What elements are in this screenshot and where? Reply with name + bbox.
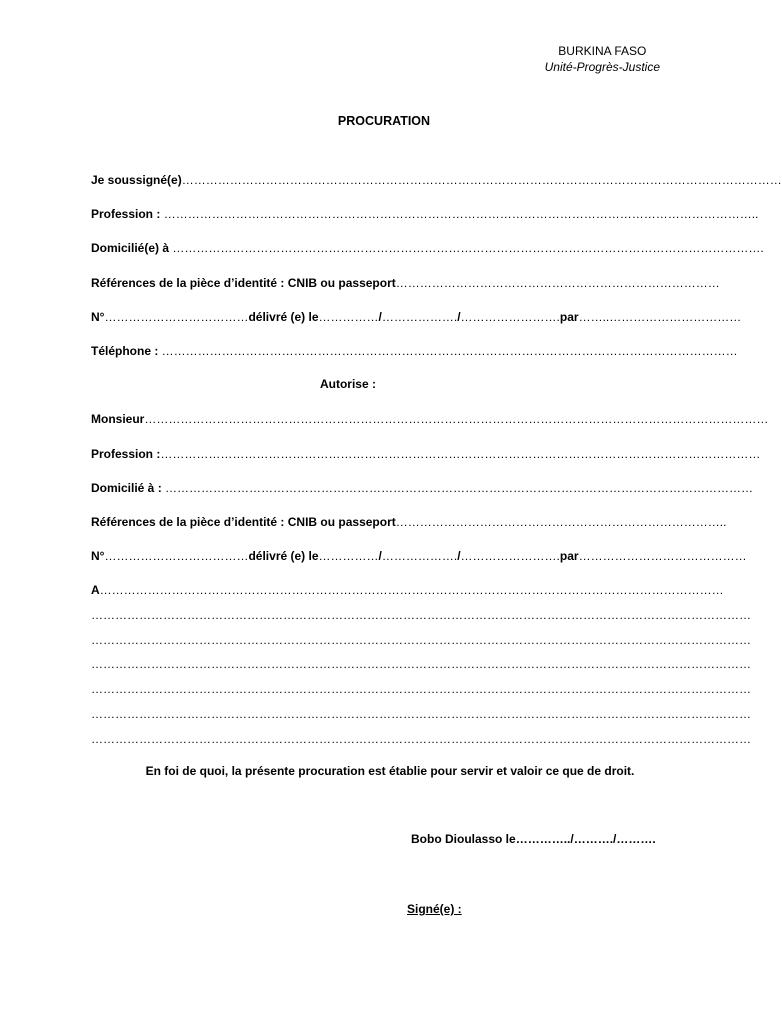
mandataire-profession-label: Profession :: [91, 447, 161, 461]
mandant-phone-field[interactable]: ………………………………………………………………………………………………………………………………: [161, 344, 738, 358]
mandant-num-field[interactable]: ………………………………: [104, 310, 249, 324]
mandataire-num-field[interactable]: ………………………………: [104, 549, 249, 563]
date-slash: /: [613, 832, 617, 846]
place-date-month-field[interactable]: ……….: [573, 832, 614, 846]
object-a-field[interactable]: …………………………………………………………………………………………………………………………………………: [99, 583, 724, 597]
mandant-date-month-field[interactable]: ……………….: [381, 310, 458, 324]
mandataire-id-line: [91, 514, 727, 530]
mandant-number-line: [91, 309, 742, 325]
object-a-line: [91, 582, 724, 598]
mandant-domicile-line: [91, 240, 764, 256]
mandataire-date-day-field[interactable]: ……………: [318, 549, 379, 563]
mandant-par-label: par: [559, 310, 579, 324]
mandant-phone-label: Téléphone :: [91, 344, 162, 358]
date-slash: /: [570, 832, 574, 846]
autorise-label: Autorise :: [319, 377, 376, 391]
object-blank-line: [91, 731, 751, 747]
mandataire-date-month-field[interactable]: ……………….: [381, 549, 458, 563]
mandant-domicile-label: Domicilié(e) à: [91, 241, 173, 255]
mandant-date-year-field[interactable]: …………………….: [460, 310, 560, 324]
place-date-line: [411, 832, 656, 846]
place-date-day-field[interactable]: …………..: [515, 832, 571, 846]
signature-label: Signé(e) :: [407, 902, 462, 916]
object-blank-field[interactable]: …………………………………………………………………………………………………………………………………………………: [91, 682, 751, 696]
mandant-profession-field[interactable]: …………………………………………………………………………………………………………………………………..: [163, 207, 759, 221]
closing-statement: En foi de quoi, la présente procuration est établie pour servir et valoir ce que de droit.: [145, 764, 635, 778]
country-motto: Unité-Progrès-Justice: [544, 60, 660, 74]
document-title: PROCURATION: [337, 114, 431, 128]
object-blank-line: [91, 681, 751, 697]
mandant-domicile-field[interactable]: ………………………………………………………………………………………………………………………………….: [172, 241, 764, 255]
object-blank-field[interactable]: …………………………………………………………………………………………………………………………………………………: [91, 732, 751, 746]
mandant-name-field[interactable]: ……………………………………………………………………………………………………………………………………: [181, 173, 782, 187]
object-blank-field[interactable]: …………………………………………………………………………………………………………………………………………………: [91, 707, 751, 721]
mandant-par-field[interactable]: ……..……………………………: [578, 310, 742, 324]
date-slash: /: [457, 549, 461, 563]
mandant-name-label: Je soussigné(e): [91, 173, 182, 187]
mandataire-delivered-label: délivré (e) le: [248, 549, 319, 563]
mandant-id-label: Références de la pièce d’identité : CNIB ou passeport: [91, 276, 396, 290]
place-date-label: Bobo Dioulasso le: [411, 832, 516, 846]
mandant-id-line: [91, 275, 720, 291]
date-slash: /: [457, 310, 461, 324]
mandataire-profession-line: [91, 446, 761, 462]
date-slash: /: [378, 549, 382, 563]
mandant-name-line: [91, 172, 782, 188]
mandant-profession-line: [91, 206, 759, 222]
mandant-delivered-label: délivré (e) le: [248, 310, 319, 324]
mandant-phone-line: [91, 343, 738, 359]
mandant-date-day-field[interactable]: ……………: [318, 310, 379, 324]
mandataire-id-label: Références de la pièce d’identité : CNIB ou passeport: [91, 515, 396, 529]
mandant-id-field[interactable]: ………………………………………………………………………: [395, 276, 720, 290]
mandataire-name-line: [91, 411, 769, 427]
object-blank-line: [91, 632, 751, 648]
country-header: [545, 43, 660, 75]
mandataire-domicile-label: Domicilié à :: [91, 481, 166, 495]
mandataire-number-line: [91, 548, 747, 564]
mandant-profession-label: Profession :: [91, 207, 164, 221]
place-date-year-field[interactable]: ……….: [616, 832, 656, 846]
mandataire-num-label: N°: [91, 549, 105, 563]
mandataire-name-field[interactable]: …………………………………………………………………………………………………………………………………………: [144, 412, 769, 426]
mandataire-name-label: Monsieur: [91, 412, 145, 426]
object-a-label: A: [91, 583, 100, 597]
mandataire-par-field[interactable]: ……………………………………: [578, 549, 747, 563]
object-blank-field[interactable]: …………………………………………………………………………………………………………………………………………………: [91, 608, 751, 622]
date-slash: /: [378, 310, 382, 324]
object-blank-field[interactable]: …………………………………………………………………………………………………………………………………………………: [91, 633, 751, 647]
mandataire-id-field[interactable]: ………………………………………………………………………..: [395, 515, 727, 529]
mandataire-date-year-field[interactable]: …………………….: [460, 549, 560, 563]
mandataire-domicile-line: [91, 480, 754, 496]
object-blank-line: [91, 706, 751, 722]
mandataire-domicile-field[interactable]: …………………………………………………………………………………………………………………………………: [165, 481, 754, 495]
object-blank-line: [91, 656, 751, 672]
country-name: BURKINA FASO: [558, 44, 647, 58]
mandataire-profession-field[interactable]: ……………………………………………………………………………………………………………………………………: [160, 447, 761, 461]
object-blank-field[interactable]: …………………………………………………………………………………………………………………………………………………: [91, 657, 751, 671]
mandant-num-label: N°: [91, 310, 105, 324]
mandataire-par-label: par: [559, 549, 579, 563]
object-blank-line: [91, 607, 751, 623]
